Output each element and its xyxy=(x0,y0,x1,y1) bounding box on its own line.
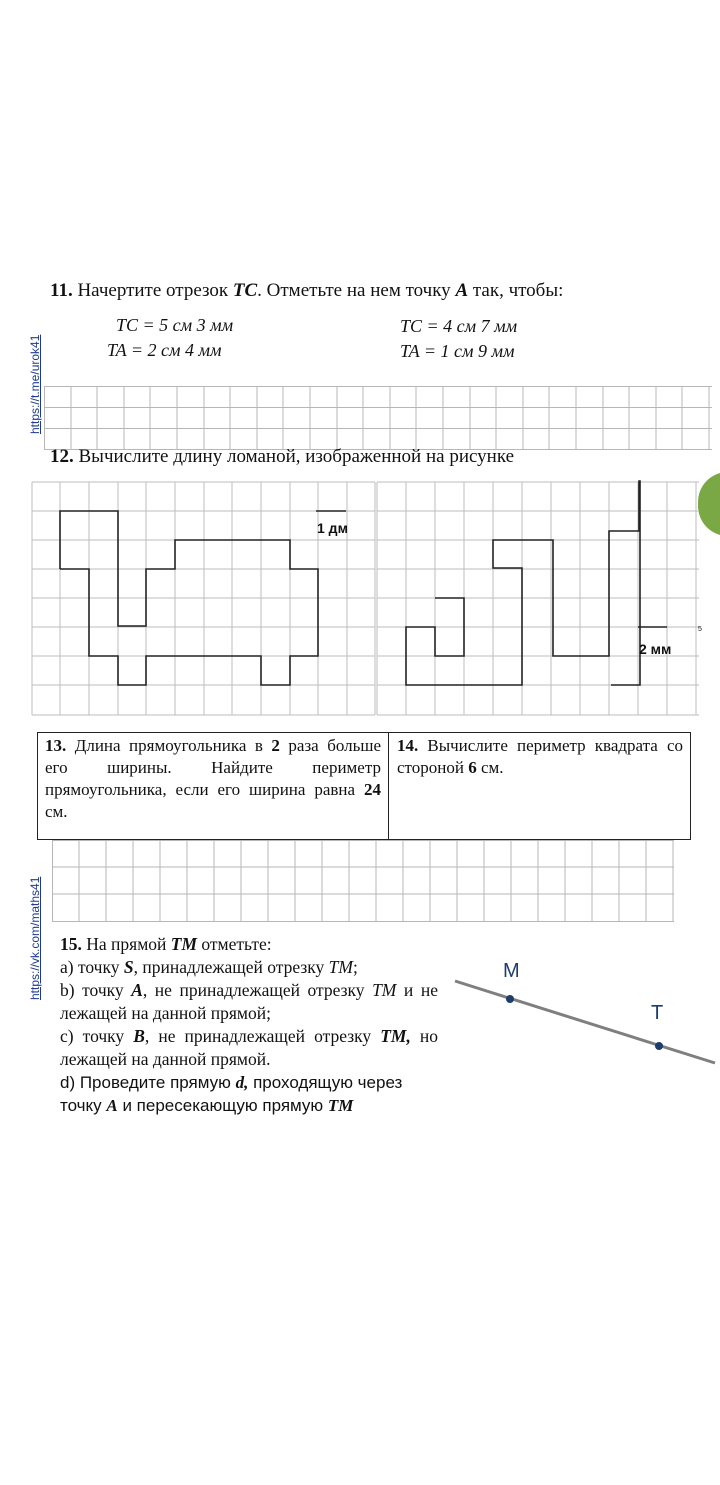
task-13-n1: 2 xyxy=(271,736,280,755)
task-15-number: 15. xyxy=(60,934,82,954)
item-b-seg: TM xyxy=(372,980,397,1000)
right-polyline xyxy=(406,481,640,685)
item-b-pre: b) точку xyxy=(60,980,132,1000)
item-d-point: A xyxy=(106,1096,118,1115)
task-14-text-b: см. xyxy=(476,758,504,777)
line-tm-drawing xyxy=(450,955,720,1075)
polyline-figure xyxy=(30,478,710,720)
task-11-left-line1: TC = 5 см 3 мм xyxy=(116,315,234,335)
task-11-right-line1: TC = 4 см 7 мм xyxy=(400,316,518,336)
task-13-text-a: Длина прямоугольника в xyxy=(66,736,272,755)
line-tm xyxy=(455,981,715,1063)
item-d-line: TM xyxy=(327,1096,354,1115)
task-11-point: A xyxy=(455,280,469,301)
side-link-vk[interactable]: https://vk.com/maths41 xyxy=(28,876,42,1000)
task-14-n1: 6 xyxy=(468,758,477,777)
task-11-title xyxy=(50,280,563,302)
task-12-text: Вычислите длину ломаной, изображенной на рисунке xyxy=(73,446,515,467)
task-15-item-b xyxy=(60,979,438,1025)
item-d-pre: d) Проведите прямую xyxy=(60,1073,236,1092)
side-link-telegram[interactable]: https://t.me/urok41 xyxy=(28,334,42,434)
item-c-point: B xyxy=(133,1026,145,1046)
item-d-name: d, xyxy=(235,1073,249,1092)
task-15-intro-a: На прямой xyxy=(81,934,171,954)
task-13-text-c: см. xyxy=(45,802,68,821)
item-a-seg: TM xyxy=(328,957,353,977)
task-15-intro xyxy=(60,933,272,956)
small-mark: 5 xyxy=(698,626,702,633)
item-c-end: но лежащей на данной прямой. xyxy=(60,1026,438,1069)
left-grid xyxy=(32,482,375,715)
right-grid xyxy=(377,482,699,715)
scale-label-right: 2 мм xyxy=(639,641,672,657)
task-11-right-line2: TA = 1 см 9 мм xyxy=(400,341,515,361)
task-13-text-b: раза больше его ширины. Найдите периметр прямоугольника, если его ширина равна xyxy=(45,736,381,799)
item-b-end: и не лежащей на данной прямой; xyxy=(60,980,438,1023)
task-15-item-a xyxy=(60,956,358,979)
answer-grid-2 xyxy=(52,840,676,922)
point-t xyxy=(655,1042,663,1050)
answer-grid-1 xyxy=(44,386,714,450)
item-c-seg: TM, xyxy=(380,1026,411,1046)
task-13-text xyxy=(45,735,381,823)
item-b-point: A xyxy=(131,980,143,1000)
task-15-intro-b: отметьте: xyxy=(197,934,272,954)
scale-label-left: 1 дм xyxy=(317,520,348,536)
task-14-text-a: Вычислите периметр квадрата со стороной xyxy=(397,736,683,777)
task-11-text-c: так, чтобы: xyxy=(468,280,564,301)
point-m xyxy=(506,995,514,1003)
item-b-post: , не принадлежащей отрезку xyxy=(142,980,373,1000)
task-11-segment: TC xyxy=(232,280,258,301)
label-t: T xyxy=(651,1002,664,1024)
task-15-line-name: TM xyxy=(170,934,198,954)
task-11-left-line2: TA = 2 см 4 мм xyxy=(107,340,222,360)
item-c-post: , не принадлежащей отрезку xyxy=(144,1026,381,1046)
task-14-number: 14. xyxy=(397,736,419,755)
task-15-item-d xyxy=(60,1071,440,1117)
task-14-text xyxy=(397,735,683,779)
item-a-end: ; xyxy=(352,957,358,977)
task-11-number: 11. xyxy=(50,280,73,301)
task-12-number: 12. xyxy=(50,446,74,467)
task-12-title xyxy=(50,446,514,468)
item-d-post: проходящую через точку xyxy=(60,1073,403,1115)
task-13-n2: 24 xyxy=(364,780,381,799)
task-13-number: 13. xyxy=(45,736,67,755)
task-11-text-b: . Отметьте на нем точку xyxy=(257,280,456,301)
label-m: M xyxy=(503,960,520,982)
item-c-pre: c) точку xyxy=(60,1026,134,1046)
item-d-end: и пересекающую прямую xyxy=(117,1096,328,1115)
task-15-item-c xyxy=(60,1025,438,1071)
item-a-pre: а) точку xyxy=(60,957,124,977)
task-11-text-a: Начертите отрезок xyxy=(72,280,233,301)
item-a-point: S xyxy=(123,957,134,977)
item-a-post: , принадлежащей отрезку xyxy=(133,957,329,977)
